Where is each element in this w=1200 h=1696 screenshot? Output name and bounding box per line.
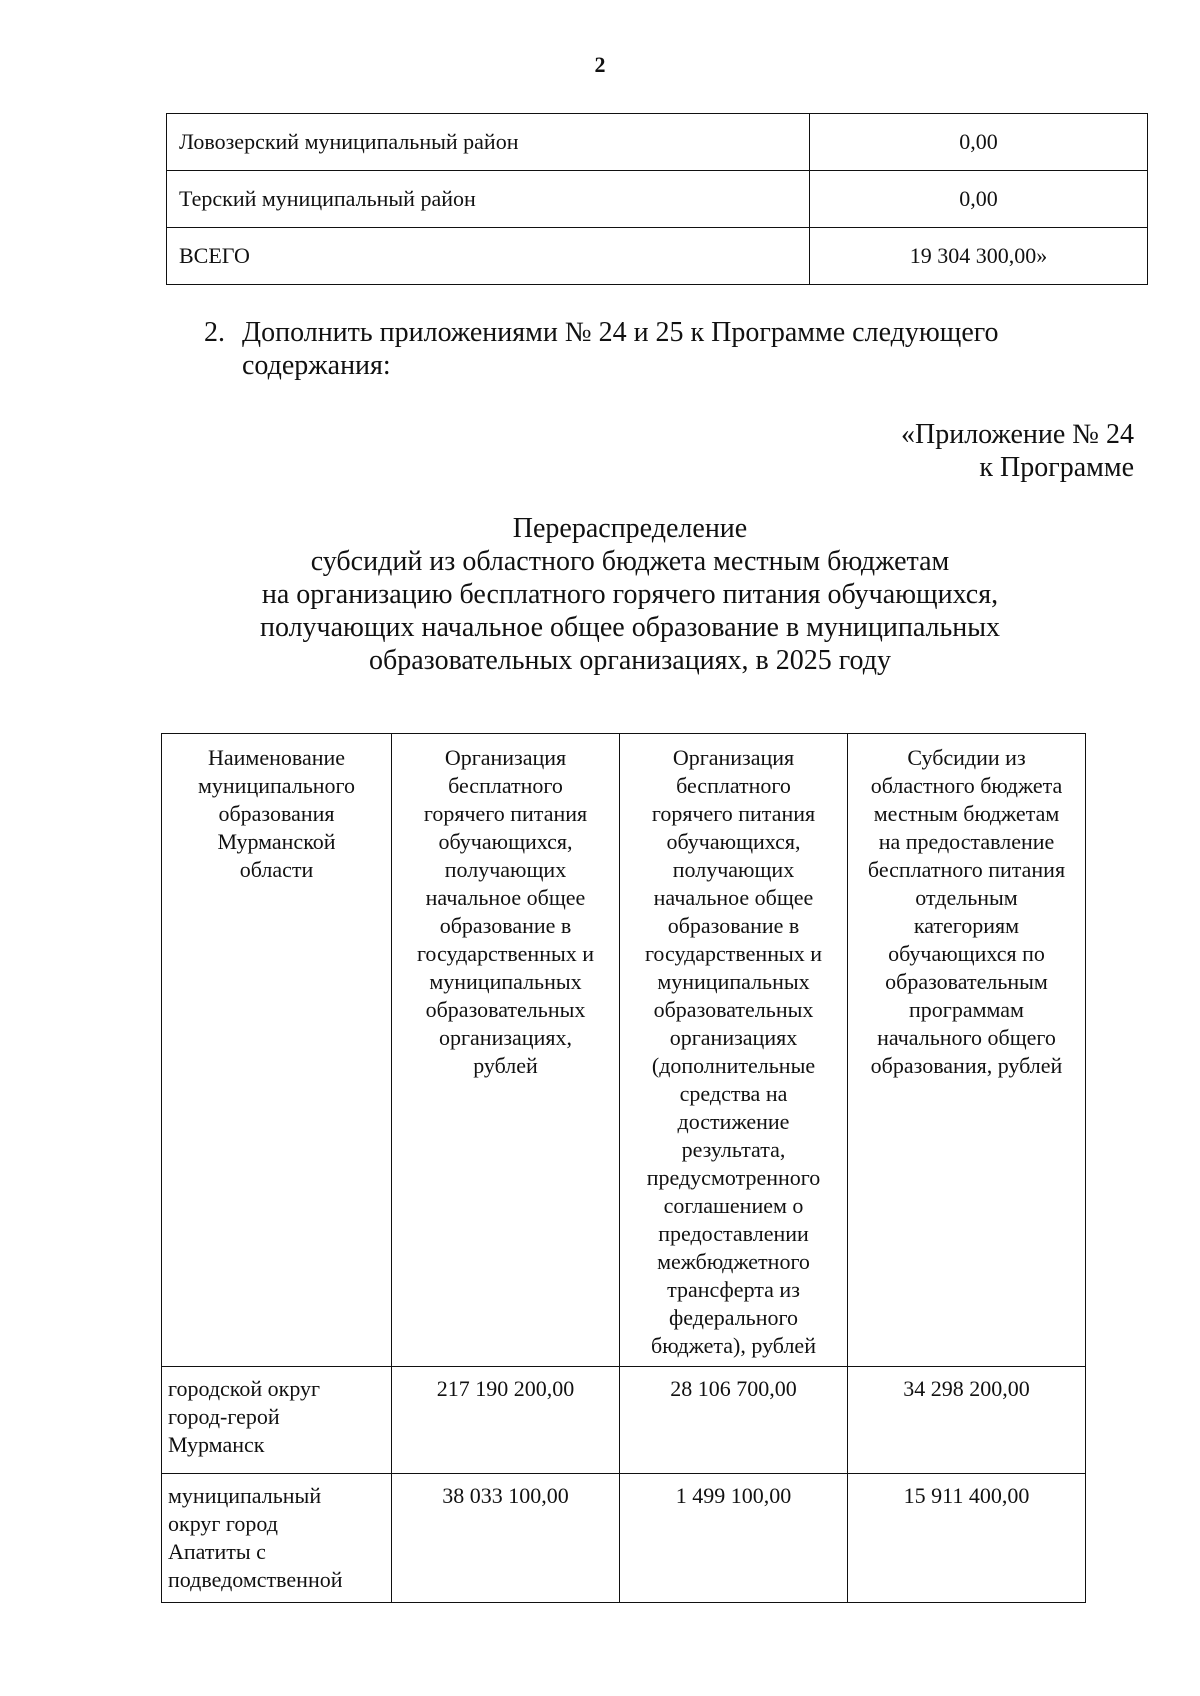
cell-text-line: организациях [669,1025,798,1050]
amount-cell: 217 190 200,00 [392,1367,620,1474]
cell-text-line: Организация [672,745,795,770]
cell-text-line: результата, [681,1137,786,1162]
appendix-title-line-2: к Программе [979,452,1134,483]
cell-text-line: Мурманск [168,1432,265,1457]
amendment-text-line-1: Дополнить приложениями № 24 и 25 к Программе следующего [242,317,999,348]
cell-text-line: Субсидии из [907,745,1026,770]
amount-cell: 38 033 100,00 [392,1474,620,1603]
cell-text-line: Наименование [207,745,346,770]
cell-text-line: обучающихся, [666,829,801,854]
cell-text-line: образовательных [425,997,586,1022]
cell-text-line: образование в [667,913,800,938]
table-row [167,171,1148,228]
page-number: 2 [594,52,606,77]
total-label-cell: ВСЕГО [167,228,810,285]
municipality-name-cell [162,1367,392,1474]
cell-text-line: Организация [444,745,567,770]
cell-text-line: предоставлении [658,1221,809,1246]
cell-text-line: муниципальных [657,969,810,994]
cell-text-line: начальное общее [425,885,586,910]
header-additional-funding [620,734,848,1367]
cell-text-line: городской округ [168,1376,321,1401]
cell-text-line: области [239,857,314,882]
amendment-paragraph [204,316,1084,382]
header-subsidies [848,734,1086,1367]
cell-text-line: бюджета), рублей [651,1333,816,1358]
cell-text-line: обучающихся, [438,829,573,854]
cell-text-line: бесплатного [448,773,563,798]
municipality-name-cell: Ловозерский муниципальный район [167,114,810,171]
cell-text-line: государственных и [416,941,595,966]
cell-text-line: подведомственной [168,1567,343,1592]
amount-cell: 0,00 [810,114,1148,171]
cell-text-line: Апатиты с [168,1539,266,1564]
appendix-title-line-1: «Приложение № 24 [901,419,1134,450]
heading-line: получающих начальное общее образование в муниципальных [259,612,1001,643]
cell-text-line: местным бюджетам [873,801,1060,826]
cell-text-line: округ город [168,1511,278,1536]
amendment-text-line-2: содержания: [242,350,391,381]
amount-cell: 28 106 700,00 [620,1367,848,1474]
cell-text-line: достижение [677,1109,790,1134]
cell-text-line: предусмотренного [646,1165,821,1190]
cell-text-line: областного бюджета [870,773,1063,798]
cell-text-line: начальное общее [653,885,814,910]
header-municipality [162,734,392,1367]
cell-text-line: горячего питания [651,801,816,826]
cell-text-line: государственных и [644,941,823,966]
cell-text-line: бесплатного питания [867,857,1066,882]
heading-line: на организацию бесплатного горячего питания обучающихся, [261,579,999,610]
cell-text-line: образования [218,801,335,826]
cell-text-line: бесплатного [676,773,791,798]
cell-text-line: образовательных [653,997,814,1022]
header-meals-funding [392,734,620,1367]
cell-text-line: средства на [679,1081,788,1106]
cell-text-line: муниципальных [429,969,582,994]
document-heading [230,512,1030,677]
cell-text-line: получающих [444,857,567,882]
cell-text-line: на предоставление [878,829,1055,854]
table-row [167,114,1148,171]
amendment-number: 2. [204,317,225,348]
cell-text-line: трансферта из [667,1277,800,1302]
cell-text-line: организациях, [439,1025,572,1050]
cell-text-line: Мурманской [217,829,336,854]
heading-line: образовательных организациях, в 2025 году [369,645,891,676]
cell-text-line: обучающихся по [888,941,1045,966]
amount-cell: 1 499 100,00 [620,1474,848,1603]
subsidy-table [161,733,1086,1603]
cell-text-line: горячего питания [423,801,588,826]
heading-line: Перераспределение [512,513,748,544]
cell-text-line: образование в [439,913,572,938]
cell-text-line: (дополнительные [651,1053,816,1078]
cell-text-line: начального общего [877,1025,1056,1050]
cell-text-line: программам [909,997,1024,1022]
cell-text-line: получающих [672,857,795,882]
cell-text-line: межбюджетного [657,1249,810,1274]
municipality-name-cell: Терский муниципальный район [167,171,810,228]
cell-text-line: город-герой [168,1404,280,1429]
cell-text-line: отдельным [915,885,1018,910]
cell-text-line: муниципальный [168,1483,322,1508]
cell-text-line: соглашением о [663,1193,804,1218]
cell-text-line: рублей [473,1053,538,1078]
amount-cell: 15 911 400,00 [848,1474,1086,1603]
table-header-row [162,734,1086,1367]
totals-table [166,113,1148,285]
table-row-total [167,228,1148,285]
amount-cell: 0,00 [810,171,1148,228]
amount-cell: 34 298 200,00 [848,1367,1086,1474]
appendix-title [901,418,1134,484]
cell-text-line: образовательным [885,969,1048,994]
cell-text-line: муниципального [197,773,355,798]
total-amount-cell: 19 304 300,00» [810,228,1148,285]
heading-line: субсидий из областного бюджета местным бюджетам [310,546,950,577]
cell-text-line: категориям [913,913,1020,938]
cell-text-line: федерального [669,1305,798,1330]
table-row [162,1367,1086,1474]
cell-text-line: образования, рублей [870,1053,1063,1078]
table-row [162,1474,1086,1603]
municipality-name-cell [162,1474,392,1603]
